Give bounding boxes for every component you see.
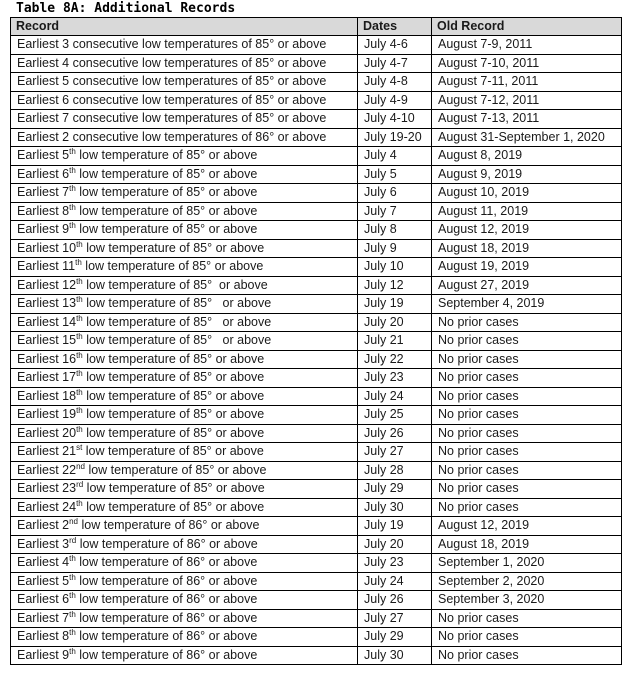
old-record-cell: No prior cases (432, 332, 622, 351)
old-record-cell: August 8, 2019 (432, 147, 622, 166)
table-row (11, 313, 622, 332)
dates-cell: July 19-20 (358, 128, 432, 147)
record-text-continued: low temperature of 86° or above (75, 592, 258, 607)
record-cell (11, 628, 358, 647)
dates-cell: July 7 (358, 202, 432, 221)
table-row (11, 258, 622, 277)
old-record-cell: September 4, 2019 (432, 295, 622, 314)
record-text-continued: low temperature of 85° or above (75, 185, 258, 200)
old-record-cell: August 7-13, 2011 (432, 110, 622, 129)
old-record-cell: No prior cases (432, 480, 622, 499)
dates-cell: July 6 (358, 184, 432, 203)
dates-cell: July 26 (358, 424, 432, 443)
table-row (11, 165, 622, 184)
old-record-cell: No prior cases (432, 609, 622, 628)
column-header-record: Record (11, 18, 358, 36)
record-cell (11, 128, 358, 147)
ordinal-suffix: nd (69, 517, 79, 527)
table-row (11, 147, 622, 166)
dates-cell: July 4-6 (358, 36, 432, 55)
table-row (11, 110, 622, 129)
ordinal-suffix: th (69, 165, 76, 175)
record-text: Earliest 4 (17, 555, 70, 570)
dates-cell: July 24 (358, 387, 432, 406)
record-text-continued: low temperature of 85° or above (82, 296, 272, 311)
record-text-continued: low temperature of 85° or above (75, 166, 258, 181)
dates-cell: July 19 (358, 517, 432, 536)
ordinal-suffix: rd (76, 480, 84, 490)
record-text: Earliest 7 consecutive low temperatures of 85° or above (17, 111, 327, 126)
dates-cell: July 20 (358, 535, 432, 554)
record-text: Earliest 8 (17, 629, 70, 644)
record-text-continued: low temperature of 86° or above (75, 555, 258, 570)
old-record-cell: September 3, 2020 (432, 591, 622, 610)
old-record-cell: August 7-12, 2011 (432, 91, 622, 110)
record-text: Earliest 11 (17, 259, 76, 274)
record-cell (11, 535, 358, 554)
table-row (11, 54, 622, 73)
record-cell (11, 609, 358, 628)
record-text-continued: low temperature of 86° or above (75, 610, 258, 625)
record-cell (11, 350, 358, 369)
record-text-continued: low temperature of 85° or above (84, 462, 267, 477)
old-record-cell: No prior cases (432, 406, 622, 425)
record-text: Earliest 20 (17, 425, 77, 440)
record-text-continued: low temperature of 85° or above (75, 203, 258, 218)
record-cell (11, 369, 358, 388)
ordinal-suffix: th (75, 258, 82, 268)
record-cell (11, 54, 358, 73)
table-row (11, 591, 622, 610)
table-row (11, 369, 622, 388)
record-text-continued: low temperature of 85° or above (82, 499, 265, 514)
dates-cell: July 29 (358, 480, 432, 499)
record-text: Earliest 5 (17, 148, 70, 163)
record-text: Earliest 5 consecutive low temperatures of 85° or above (17, 74, 327, 89)
record-text: Earliest 6 consecutive low temperatures of 85° or above (17, 92, 327, 107)
record-cell (11, 646, 358, 665)
record-cell (11, 591, 358, 610)
record-text-continued: low temperature of 85° or above (75, 148, 258, 163)
dates-cell: July 9 (358, 239, 432, 258)
record-cell (11, 424, 358, 443)
table-row (11, 517, 622, 536)
dates-cell: July 28 (358, 461, 432, 480)
record-text-continued: low temperature of 86° or above (75, 647, 258, 662)
dates-cell: July 21 (358, 332, 432, 351)
record-cell (11, 110, 358, 129)
record-text-continued: low temperature of 85° or above (82, 407, 265, 422)
dates-cell: July 27 (358, 443, 432, 462)
old-record-cell: No prior cases (432, 646, 622, 665)
record-cell (11, 295, 358, 314)
ordinal-suffix: th (69, 609, 76, 619)
record-text: Earliest 9 (17, 222, 70, 237)
record-cell (11, 184, 358, 203)
ordinal-suffix: th (69, 554, 76, 564)
table-row (11, 91, 622, 110)
old-record-cell: September 1, 2020 (432, 554, 622, 573)
record-text-continued: low temperature of 85° or above (82, 388, 265, 403)
old-record-cell: No prior cases (432, 628, 622, 647)
dates-cell: July 10 (358, 258, 432, 277)
record-text: Earliest 21 (17, 444, 77, 459)
ordinal-suffix: th (76, 424, 83, 434)
ordinal-suffix: th (69, 202, 76, 212)
record-cell (11, 517, 358, 536)
dates-cell: July 23 (358, 369, 432, 388)
record-text-continued: low temperature of 85° or above (83, 481, 265, 496)
table-row (11, 406, 622, 425)
record-text: Earliest 16 (17, 351, 77, 366)
table-row (11, 387, 622, 406)
old-record-cell: August 9, 2019 (432, 165, 622, 184)
record-text: Earliest 5 (17, 573, 70, 588)
old-record-cell: August 18, 2019 (432, 535, 622, 554)
ordinal-suffix: th (69, 184, 76, 194)
table-row (11, 498, 622, 517)
record-text: Earliest 7 (17, 185, 70, 200)
table-row (11, 73, 622, 92)
ordinal-suffix: th (76, 498, 83, 508)
table-row (11, 202, 622, 221)
dates-cell: July 5 (358, 165, 432, 184)
table-row (11, 128, 622, 147)
table-row (11, 36, 622, 55)
record-text-continued: low temperature of 86° or above (76, 536, 258, 551)
record-cell (11, 276, 358, 295)
old-record-cell: August 11, 2019 (432, 202, 622, 221)
old-record-cell: August 19, 2019 (432, 258, 622, 277)
record-cell (11, 406, 358, 425)
old-record-cell: August 12, 2019 (432, 517, 622, 536)
ordinal-suffix: th (76, 387, 83, 397)
dates-cell: July 23 (358, 554, 432, 573)
record-cell (11, 332, 358, 351)
record-cell (11, 202, 358, 221)
dates-cell: July 12 (358, 276, 432, 295)
record-cell (11, 313, 358, 332)
record-text: Earliest 12 (17, 277, 77, 292)
record-cell (11, 73, 358, 92)
old-record-cell: No prior cases (432, 424, 622, 443)
record-cell (11, 221, 358, 240)
record-text: Earliest 14 (17, 314, 77, 329)
ordinal-suffix: th (76, 276, 83, 286)
record-text-continued: low temperature of 85° or above (82, 277, 268, 292)
record-text: Earliest 7 (17, 610, 70, 625)
dates-cell: July 22 (358, 350, 432, 369)
record-text: Earliest 4 consecutive low temperatures of 85° or above (17, 55, 327, 70)
ordinal-suffix: th (76, 369, 83, 379)
dates-cell: July 4-8 (358, 73, 432, 92)
table-caption: Table 8A: Additional Records (16, 1, 236, 16)
table-row (11, 295, 622, 314)
record-text: Earliest 23 (17, 481, 77, 496)
table-row (11, 443, 622, 462)
record-text: Earliest 6 (17, 166, 70, 181)
old-record-cell: No prior cases (432, 443, 622, 462)
record-text: Earliest 2 consecutive low temperatures of 86° or above (17, 129, 327, 144)
old-record-cell: August 7-10, 2011 (432, 54, 622, 73)
record-text-continued: low temperature of 85° or above (82, 351, 265, 366)
table-row (11, 609, 622, 628)
dates-cell: July 4-10 (358, 110, 432, 129)
old-record-cell: September 2, 2020 (432, 572, 622, 591)
old-record-cell: August 27, 2019 (432, 276, 622, 295)
dates-cell: July 4 (358, 147, 432, 166)
dates-cell: July 30 (358, 646, 432, 665)
ordinal-suffix: th (69, 591, 76, 601)
table-row (11, 572, 622, 591)
ordinal-suffix: th (76, 239, 83, 249)
record-cell (11, 239, 358, 258)
ordinal-suffix: th (69, 646, 76, 656)
record-cell (11, 443, 358, 462)
column-header-old-record: Old Record (432, 18, 622, 36)
table-row (11, 350, 622, 369)
ordinal-suffix: th (76, 406, 83, 416)
ordinal-suffix: th (69, 628, 76, 638)
table-body (11, 36, 622, 665)
record-text: Earliest 8 (17, 203, 70, 218)
record-text: Earliest 17 (17, 370, 77, 385)
dates-cell: July 8 (358, 221, 432, 240)
record-text-continued: low temperature of 86° or above (75, 629, 258, 644)
table-row (11, 461, 622, 480)
ordinal-suffix: th (69, 572, 76, 582)
record-text-continued: low temperature of 85° or above (82, 240, 265, 255)
record-cell (11, 147, 358, 166)
record-text-continued: low temperature of 85° or above (75, 222, 258, 237)
dates-cell: July 4-7 (358, 54, 432, 73)
ordinal-suffix: th (69, 221, 76, 231)
ordinal-suffix: th (69, 147, 76, 157)
record-text-continued: low temperature of 85° or above (82, 444, 264, 459)
record-text: Earliest 24 (17, 499, 77, 514)
record-text: Earliest 19 (17, 407, 77, 422)
old-record-cell: No prior cases (432, 313, 622, 332)
old-record-cell: No prior cases (432, 498, 622, 517)
old-record-cell: No prior cases (432, 369, 622, 388)
record-text: Earliest 22 (17, 462, 77, 477)
record-cell (11, 91, 358, 110)
dates-cell: July 4-9 (358, 91, 432, 110)
record-text-continued: low temperature of 85° or above (82, 314, 272, 329)
dates-cell: July 25 (358, 406, 432, 425)
dates-cell: July 30 (358, 498, 432, 517)
record-cell (11, 480, 358, 499)
records-table (10, 17, 622, 665)
record-cell (11, 165, 358, 184)
dates-cell: July 20 (358, 313, 432, 332)
old-record-cell: August 7-9, 2011 (432, 36, 622, 55)
old-record-cell: No prior cases (432, 350, 622, 369)
record-cell (11, 554, 358, 573)
ordinal-suffix: th (76, 313, 83, 323)
table-row (11, 184, 622, 203)
record-text: Earliest 6 (17, 592, 70, 607)
table-row (11, 628, 622, 647)
old-record-cell: No prior cases (432, 387, 622, 406)
dates-cell: July 26 (358, 591, 432, 610)
dates-cell: July 24 (358, 572, 432, 591)
record-cell (11, 36, 358, 55)
record-text: Earliest 3 consecutive low temperatures of 85° or above (17, 37, 327, 52)
table-row (11, 239, 622, 258)
record-text: Earliest 2 (17, 518, 70, 533)
record-cell (11, 572, 358, 591)
record-cell (11, 258, 358, 277)
record-cell (11, 461, 358, 480)
record-text: Earliest 10 (17, 240, 77, 255)
record-text: Earliest 18 (17, 388, 77, 403)
ordinal-suffix: th (76, 350, 83, 360)
table-row (11, 276, 622, 295)
table-row (11, 221, 622, 240)
record-cell (11, 498, 358, 517)
record-text: Earliest 9 (17, 647, 70, 662)
record-text-continued: low temperature of 86° or above (78, 518, 260, 533)
dates-cell: July 29 (358, 628, 432, 647)
table-header-row (11, 18, 622, 36)
record-text: Earliest 3 (17, 536, 70, 551)
table-row (11, 480, 622, 499)
ordinal-suffix: st (76, 443, 83, 453)
old-record-cell: August 31-September 1, 2020 (432, 128, 622, 147)
record-text-continued: low temperature of 85° or above (81, 259, 264, 274)
old-record-cell: August 18, 2019 (432, 239, 622, 258)
record-text: Earliest 15 (17, 333, 77, 348)
ordinal-suffix: nd (76, 461, 85, 471)
old-record-cell: August 10, 2019 (432, 184, 622, 203)
old-record-cell: August 12, 2019 (432, 221, 622, 240)
record-text-continued: low temperature of 85° or above (82, 333, 272, 348)
dates-cell: July 19 (358, 295, 432, 314)
table-row (11, 554, 622, 573)
table-row (11, 646, 622, 665)
record-text: Earliest 13 (17, 296, 77, 311)
record-cell (11, 387, 358, 406)
ordinal-suffix: th (76, 332, 83, 342)
table-row (11, 535, 622, 554)
ordinal-suffix: th (76, 295, 83, 305)
dates-cell: July 27 (358, 609, 432, 628)
column-header-dates: Dates (358, 18, 432, 36)
record-text-continued: low temperature of 85° or above (82, 370, 265, 385)
table-row (11, 424, 622, 443)
old-record-cell: No prior cases (432, 461, 622, 480)
table-row (11, 332, 622, 351)
record-text-continued: low temperature of 86° or above (75, 573, 258, 588)
old-record-cell: August 7-11, 2011 (432, 73, 622, 92)
ordinal-suffix: rd (69, 535, 77, 545)
record-text-continued: low temperature of 85° or above (82, 425, 265, 440)
